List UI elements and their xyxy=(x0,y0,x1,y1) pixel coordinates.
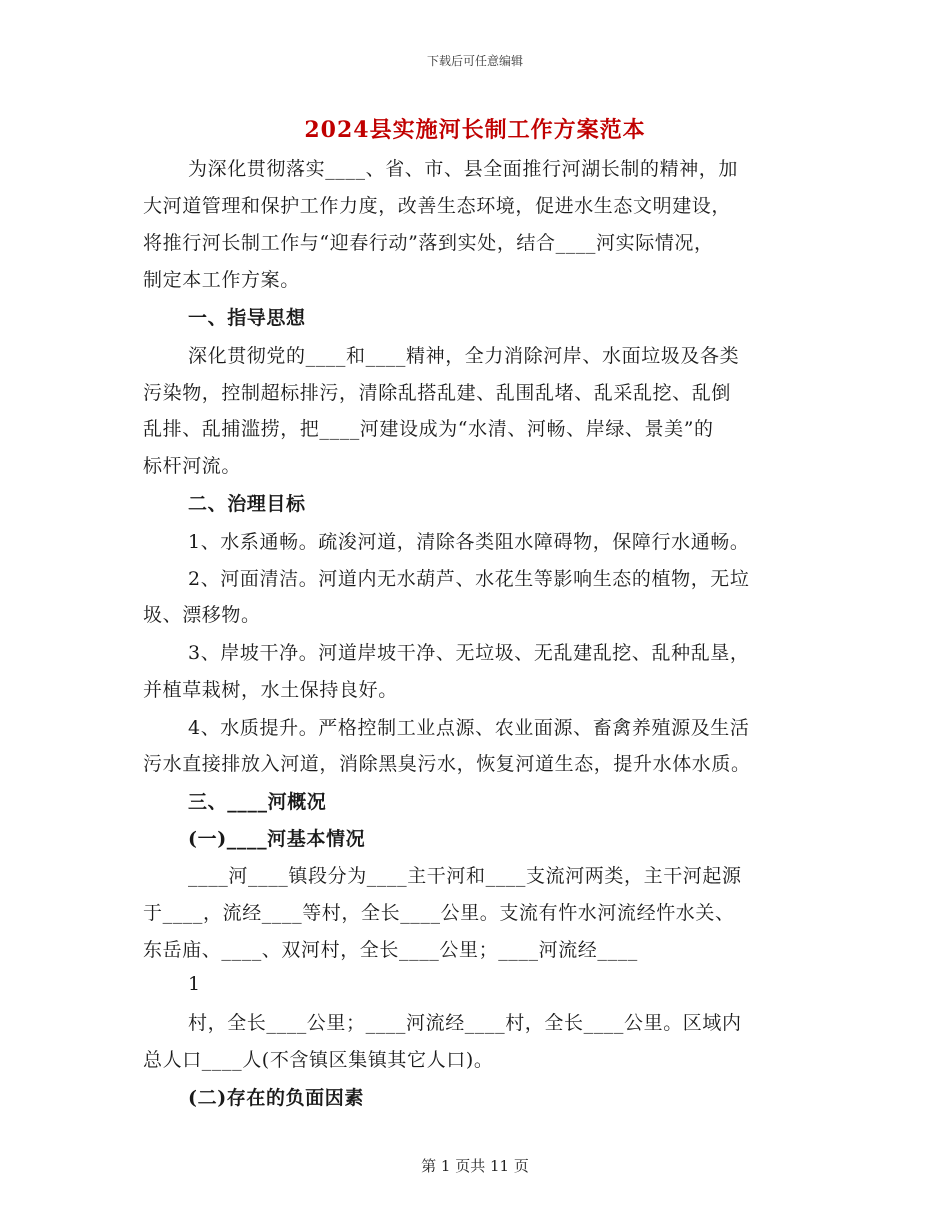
list-item: 2、河面清洁。河道内无水葫芦、水花生等影响生态的植物，无垃 xyxy=(188,568,750,590)
paragraph-line: 标杆河流。 xyxy=(143,455,242,477)
document-title: 2024县实施河长制工作方案范本 xyxy=(304,117,646,143)
paragraph-line: 制定本工作方案。 xyxy=(143,269,300,291)
list-item: 3、岸坡干净。河道岸坡干净、无垃圾、无乱建乱挖、乱种乱垦， xyxy=(188,642,750,664)
paragraph-line: 乱排、乱捕滥捞，把____河建设成为“水清、河畅、岸绿、景美”的 xyxy=(143,418,714,440)
subsection-heading: (一)____河基本情况 xyxy=(188,828,366,850)
list-item: 1、水系通畅。疏浚河道，清除各类阻水障碍物，保障行水通畅。 xyxy=(188,531,750,553)
list-item: 4、水质提升。严格控制工业点源、农业面源、畜禽养殖源及生活 xyxy=(188,717,750,739)
paragraph-line: 并植草栽树，水土保持良好。 xyxy=(143,679,398,701)
section-heading: 二、治理目标 xyxy=(188,493,306,515)
section-heading: 三、____河概况 xyxy=(188,791,327,813)
paragraph-line: 东岳庙、____、双河村，全长____公里；____河流经____ xyxy=(143,939,638,961)
paragraph-line: 于____，流经____等村，全长____公里。支流有忤水河流经忤水关、 xyxy=(143,902,735,924)
subsection-heading: (二)存在的负面因素 xyxy=(188,1087,364,1109)
paragraph-line: 圾、漂移物。 xyxy=(143,604,261,626)
paragraph-line: 为深化贯彻落实____、省、市、县全面推行河湖长制的精神，加 xyxy=(188,158,739,180)
paragraph-line: 污水直接排放入河道，消除黑臭污水，恢复河道生态，提升水体水质。 xyxy=(143,753,751,775)
paragraph-line: ____河____镇段分为____主干河和____支流河两类，主干河起源 xyxy=(188,865,742,887)
paragraph-line: 深化贯彻党的____和____精神，全力消除河岸、水面垃圾及各类 xyxy=(188,345,740,367)
paragraph-line: 污染物，控制超标排污，清除乱搭乱建、乱围乱堵、乱采乱挖、乱倒 xyxy=(143,382,732,404)
paragraph-line: 将推行河长制工作与“迎春行动”落到实处，结合____河实际情况， xyxy=(143,232,714,254)
header-note: 下载后可任意编辑 xyxy=(426,54,523,68)
page-marker: 1 xyxy=(188,973,201,995)
section-heading: 一、指导思想 xyxy=(188,307,306,329)
paragraph-line: 总人口____人(不含镇区集镇其它人口)。 xyxy=(143,1049,494,1071)
paragraph-line: 大河道管理和保护工作力度，改善生态环境，促进水生态文明建设， xyxy=(143,195,732,217)
page-footer: 第 1 页共 11 页 xyxy=(421,1157,529,1175)
paragraph-line: 村，全长____公里；____河流经____村，全长____公里。区域内 xyxy=(188,1012,742,1034)
